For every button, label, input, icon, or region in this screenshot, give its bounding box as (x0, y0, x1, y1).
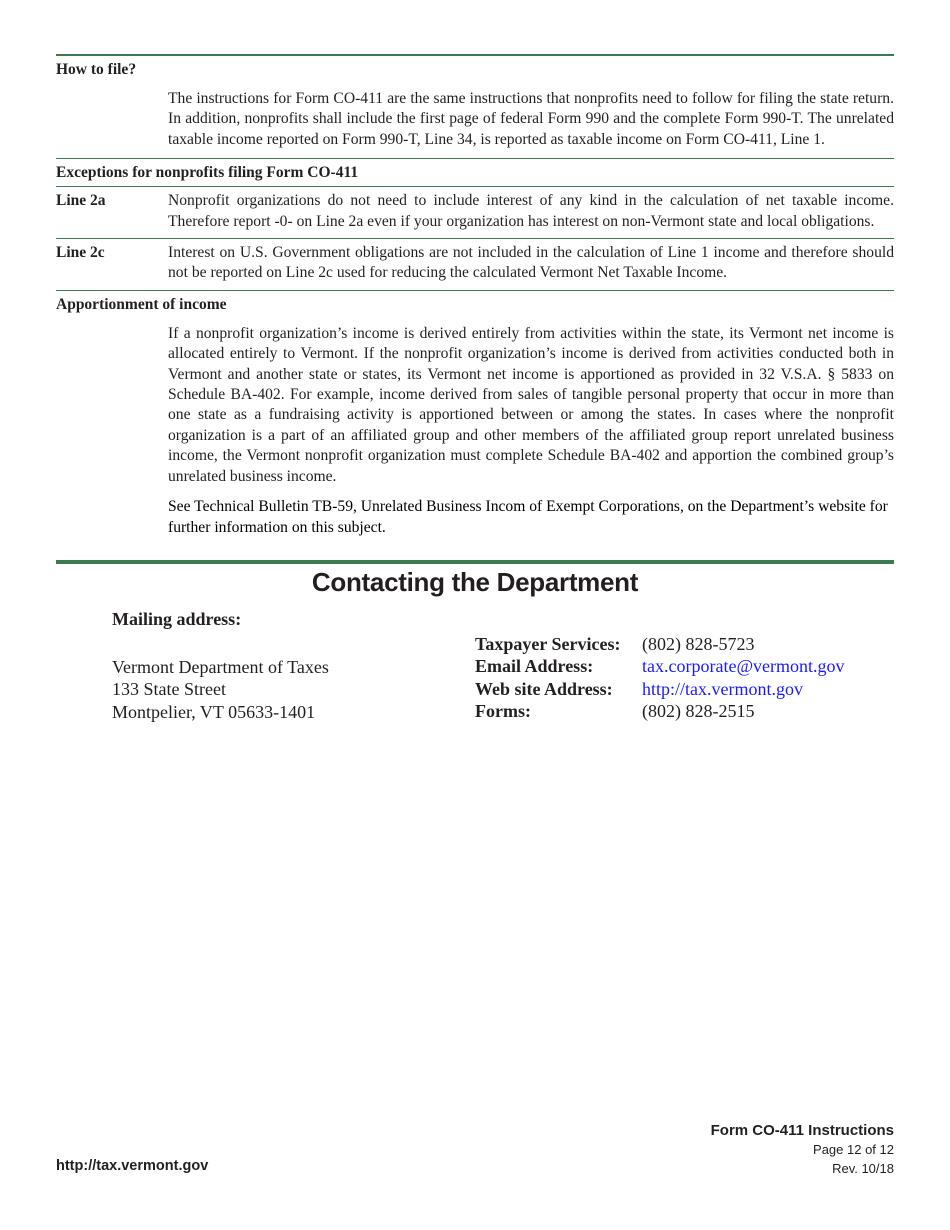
footer-form-title: Form CO-411 Instructions (710, 1122, 894, 1139)
contact-divider (56, 560, 894, 564)
footer-page-number: Page 12 of 12 (813, 1142, 894, 1157)
email-address-label: Email Address: (475, 656, 594, 677)
apportionment-heading: Apportionment of income (56, 295, 227, 313)
taxpayer-services-phone: (802) 828-5723 (642, 633, 755, 654)
line-2a-text: Nonprofit organizations do not need to include interest of any kind in the calculation of net taxable income. Therefore report -0- on Line 2a even if your organization has interest on non-Vermont state and local obligations. (168, 192, 894, 230)
mailing-address (112, 656, 329, 724)
footer-info (711, 1121, 894, 1178)
email-address-link[interactable]: tax.corporate@vermont.gov (642, 656, 845, 677)
exceptions-heading: Exceptions for nonprofits filing Form CO-411 (56, 164, 359, 182)
website-address-link[interactable]: http://tax.vermont.gov (642, 678, 803, 699)
contact-services (475, 633, 845, 723)
line-2a-label: Line 2a (56, 192, 106, 210)
line-2a-row (56, 187, 894, 238)
contact-title: Contacting the Department (311, 566, 639, 597)
address-line: 133 State Street (112, 679, 226, 700)
how-to-file-text: The instructions for Form CO-411 are the same instructions that nonprofits need to follow for filing the state return. In addition, nonprofits shall include the first page of federal Form 990 and the complete Form 990-T. The unrelated taxable income reported on Form 990-T, Line 34, is reported as taxable income on Form CO-411, Line 1. (168, 90, 894, 148)
mailing-address-heading: Mailing address: (112, 608, 242, 629)
line-2c-text: Interest on U.S. Government obligations are not included in the calculation of Line 1 income and therefore should not be reported on Line 2c used for reducing the calculated Vermont Net Taxable Income. (168, 244, 894, 282)
address-line: Vermont Department of Taxes (112, 656, 329, 677)
address-line: Montpelier, VT 05633-1401 (112, 701, 316, 722)
forms-phone: (802) 828-2515 (642, 701, 755, 722)
footer-revision: Rev. 10/18 (832, 1161, 894, 1176)
website-address-label: Web site Address: (475, 678, 613, 699)
taxpayer-services-label: Taxpayer Services: (475, 633, 621, 654)
forms-label: Forms: (475, 701, 531, 722)
contact-section (56, 604, 894, 734)
technical-bulletin-text: See Technical Bulletin TB-59, Unrelated Business Incom of Exempt Corporations, on the Department’s website for further information on this subject. (168, 498, 888, 536)
footer-website: http://tax.vermont.gov (56, 1158, 209, 1174)
how-to-file-heading: How to file? (56, 61, 137, 78)
apportionment-text: If a nonprofit organization’s income is derived entirely from activities within the state, its Vermont net income is allocated entirely to Vermont. If the nonprofit organization’s income is derived from activities conducted both in Vermont and another state or states, its Vermont net income is apportioned as provided in 32 V.S.A. § 5833 on Schedule BA-402. For example, income derived from sales of tangible personal property that occur in more than one state as a fundraising activity is apportioned between or among the states. In cases where the nonprofit organization is a part of an affiliated group and other members of the affiliated group report unrelated business income, the Vermont nonprofit organization must complete Schedule BA-402 and apportion the combined group’s unrelated business income. (168, 324, 894, 485)
line-2c-label: Line 2c (56, 244, 105, 262)
line-2c-row (56, 239, 894, 290)
document-page (56, 54, 894, 734)
